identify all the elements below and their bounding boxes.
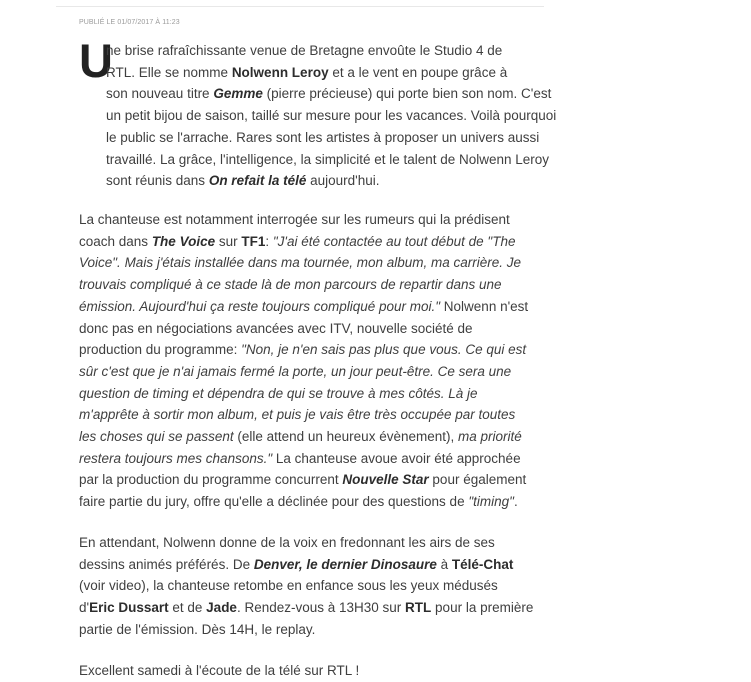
text-line: sont réunis dans On refait la télé aujourd'hui. (106, 173, 380, 189)
text-line: d'Eric Dussart et de Jade. Rendez-vous à 13H30 sur RTL pour la première (79, 599, 534, 615)
show-title: On refait la télé (208, 173, 307, 189)
paragraph-intro (79, 34, 557, 194)
text-line: son nouveau titre Gemme (pierre précieuse) qui porte bien son nom. C'est (106, 86, 552, 102)
quote: "J'ai été contactée au tout début de "The (272, 233, 516, 249)
article-body (79, 34, 557, 682)
text-line: un petit bijou de saison, taillé sur mesure pour les vacances. Voilà pourquoi (106, 108, 557, 124)
text-line: partie de l'émission. Dès 14H, le replay. (79, 621, 316, 637)
text-line: donc pas en négociations avancées avec ITV, nouvelle société de (79, 320, 473, 336)
quote: "Non, je n'en sais pas plus que vous. Ce qui est (241, 342, 527, 358)
text-line: m'apprête à sortir mon album, et puis je vais être très occupée par toutes (79, 407, 516, 423)
host-name: Eric Dussart (89, 599, 169, 615)
host-name: Jade (206, 599, 237, 615)
show-title: Nouvelle Star (342, 472, 429, 488)
text-line: coach dans The Voice sur TF1: "J'ai été contactée au tout début de "The (79, 233, 516, 249)
text-line: les choses qui se passent (elle attend un heureux évènement), ma priorité (79, 429, 522, 445)
text-line: question de timing et dépendra de qui se trouve à mes côtés. Là je (79, 385, 478, 401)
text-line: RTL. Elle se nomme Nolwenn Leroy et a le vent en poupe grâce à (106, 64, 508, 80)
text-line: Voice". Mais j'étais installée dans ma tournée, mon album, ma carrière. Je (79, 255, 522, 271)
text-line: faire partie du jury, offre qu'elle a déclinée pour des questions de "timing". (79, 494, 518, 510)
cartoon-title: Denver, le dernier Dinosaure (253, 556, 437, 572)
artist-name: Nolwenn Leroy (231, 64, 329, 80)
text-line: dessins animés préférés. De Denver, le dernier Dinosaure à Télé-Chat (79, 556, 514, 572)
text-line: travaillé. La grâce, l'intelligence, la simplicité et le talent de Nolwenn Leroy (106, 151, 550, 167)
text-line: sûr c'est que je n'ai jamais fermé la porte, un jour peut-être. Ce sera une (79, 363, 512, 379)
text-line: ne brise rafraîchissante venue de Bretagne envoûte le Studio 4 de (106, 43, 503, 58)
channel-name: RTL (405, 599, 432, 615)
text-line: par la production du programme concurrent Nouvelle Star pour également (79, 472, 527, 488)
paragraph-the-voice (79, 209, 539, 513)
text-line: trouvais compliqué à ce stade là de mon parcours de repartir dans une (79, 277, 502, 293)
top-divider (56, 6, 544, 7)
cartoon-title: Télé-Chat (451, 556, 514, 572)
channel-name: TF1 (241, 233, 266, 249)
text-line: (voir video), la chanteuse retombe en enfance sous les yeux médusés (79, 578, 498, 594)
song-title: Gemme (213, 86, 263, 102)
drop-cap: U (79, 34, 113, 87)
text-line: restera toujours mes chansons." La chanteuse avoue avoir été approchée (79, 450, 521, 466)
paragraph-closing (79, 660, 539, 682)
publish-date: PUBLIÉ LE 01/07/2017 À 11:23 (79, 19, 180, 26)
text-line: production du programme: "Non, je n'en sais pas plus que vous. Ce qui est (79, 342, 527, 358)
text-line: La chanteuse est notamment interrogée sur les rumeurs qui la prédisent (79, 212, 510, 227)
paragraph-cartoons (79, 532, 539, 641)
text-line: émission. Aujourd'hui ça reste toujours compliqué pour moi." Nolwenn n'est (79, 298, 529, 314)
show-title: The Voice (151, 233, 216, 249)
text-line: Excellent samedi à l'écoute de la télé sur RTL ! (79, 663, 360, 679)
text-line: le public se l'arrache. Rares sont les artistes à proposer un univers aussi (106, 129, 540, 145)
text-line: En attendant, Nolwenn donne de la voix en fredonnant les airs de ses (79, 534, 495, 550)
